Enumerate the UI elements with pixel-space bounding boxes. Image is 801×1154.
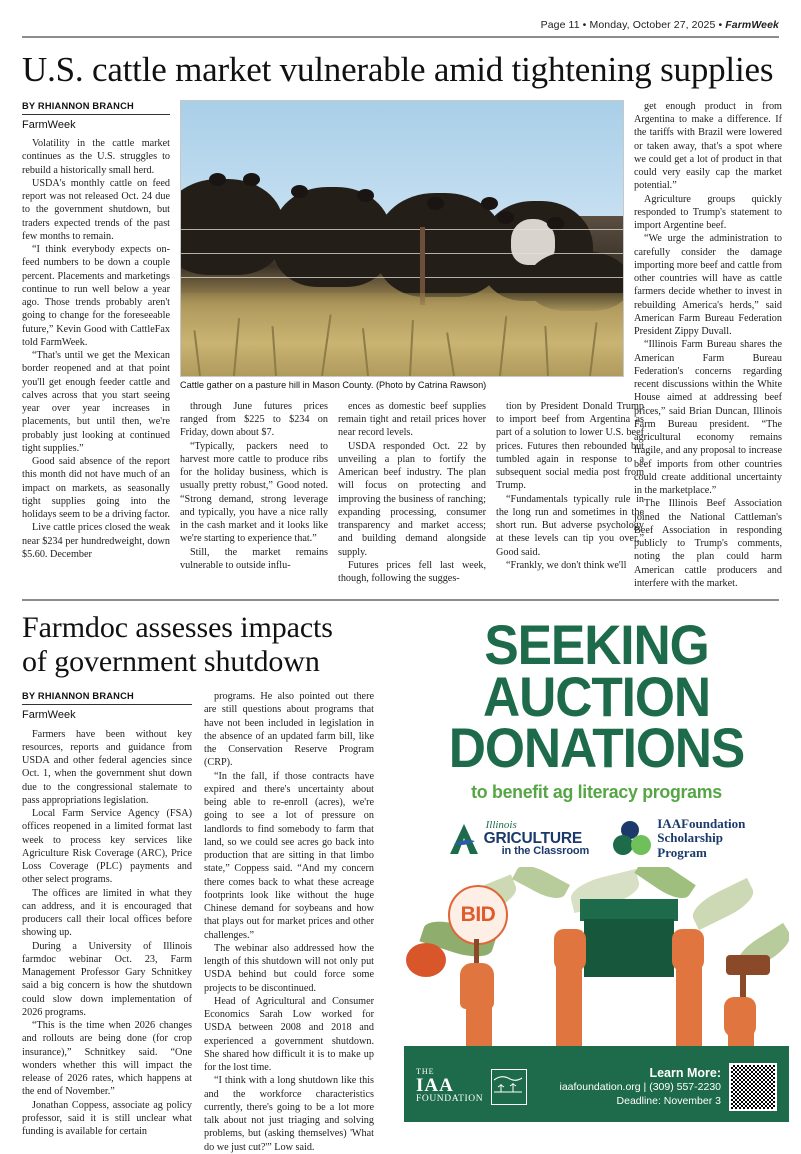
ad-headline-block [404,611,789,803]
article1-publication: FarmWeek [22,118,76,131]
paragraph: “We urge the administration to carefully consider the damage importing more beef and cattle from other countries will have as cattle farmers decide whether to invest in rebuilding America's herds,” said American Farm Bureau Federation President Zippy Duvall. [634,233,782,338]
paragraph: Agriculture groups quickly responded to Trump's statement to import Argentine beef. [634,193,782,232]
paragraph: Good said absence of the report this month did not have much of an impact on markets, as seasonally tight supplies going into the holidays seem to be a driving factor. [22,456,170,521]
bid-paddle-badge: BID [448,885,508,945]
cow-ear [243,173,260,186]
article-farmdoc-shutdown [22,611,779,1154]
iaa-foundation-scholarship-logo [613,817,745,861]
arm [466,1003,492,1052]
paragraph: Futures prices fell last week, though, following the sugges- [338,559,486,585]
paragraph: “I think everybody expects on-feed numbers to be down a couple percent. Placements and marketings continue to run well below a year ago. Those trends probably aren't going to change for the foreseeable future,” Kevin Good with CattleFax told FarmWeek. [22,244,170,348]
iaaf-line3: Program [657,844,707,860]
paragraph: ences as domestic beef supplies remain tight and retail prices hover near record levels. [338,400,486,439]
masthead-brand: FarmWeek [725,19,779,31]
pot-body [584,919,674,977]
article-cattle-market [22,50,782,590]
iaa-foundation-word: FOUNDATION [416,1094,484,1105]
ag-in-the-classroom-logo [448,820,590,858]
fence-wire [181,229,623,230]
iaa-landscape-svg [492,1070,524,1102]
article1-photo-block [180,100,644,590]
paragraph: “Typically, packers need to harvest more cattle to produce ribs for the holiday business, which is usually pretty robust,” Good noted. “Strong demand, strong leverage and typically, you have a nice rally in the cash market and it looks like we're starting to experience that.” [180,440,328,545]
paragraph: “Frankly, we don't think we'll [506,559,627,571]
ad-deadline-line: Deadline: November 3 [616,1094,721,1107]
article2-byline-rule [22,704,192,705]
iaa-foundation-wordmark [416,1068,483,1105]
paragraph: “This is the time when 2026 changes and rollouts are being done (for crop insurance),” Schnitkey said. “One wonders whether this will impact the release of 2026 rates, which happens at the end of November.” [22,1020,192,1098]
article2-publication: FarmWeek [22,709,76,722]
paragraph: through June futures prices ranged from $225 to $234 on Friday, down about $7. [180,400,328,439]
cow-ear [209,173,226,186]
article2-headline-line1: Farmdoc assesses impacts [22,611,333,645]
paragraph: USDA's monthly cattle on feed report was not released Oct. 24 due to the government shutdown, but traders expected trends of the past few months to remain. [22,177,170,242]
cattle-photo [180,100,624,377]
cow-shape [180,179,283,275]
paragraph: The webinar also addressed how the length of this shutdown will not only put USDA behind but could force some projects to be discontinued. [204,942,374,994]
article1-column-2 [180,400,328,586]
paragraph: Live cattle prices closed the weak near $234 per hundredweight, down $5.60. December [22,522,170,560]
aitc-classroom: in the Classroom [501,845,590,858]
article2-column-1 [22,690,192,1154]
paragraph: Jonathan Coppess, associate ag policy professor, said it is still unclear what funding is available for certain [22,1099,192,1138]
ad-headline-line1: SEEKING [484,613,709,677]
paragraph: The Illinois Beef Association joined the National Cattleman's Beef Association in responding publicly to Trump's comments, noting the plan could harm American cattle producers and interfere with the market. [634,498,782,589]
aitc-text-block [484,820,590,858]
paragraph: “Fundamentals typically rule in the long run and sometimes in the short run. But adverse psychology at these levels can tip you over,” Good said. [496,493,644,558]
iaa-the: THE [416,1067,435,1077]
article2-body [22,611,394,1154]
masthead-rule [22,36,779,38]
paragraph: “Illinois Farm Bureau shares the American Farm Bureau Federation's concerns regarding recent discussions within the White House aimed at addressing beef prices,” said Brian Duncan, Illinois Farm Bureau president. “The agricultural economy remains fragile, and any proposal to increase beef imports from other countries could create additional uncertainty in the marketplace.” [634,339,782,497]
paragraph: During a University of Illinois farmdoc webinar Oct. 23, Farm Management Professor Gary Schnitkey said a big concern is how the shutdown could slow down implementation of 2026 programs. [22,940,192,1018]
iaa-foundation-logo [416,1068,527,1105]
leaf-shape [512,867,570,904]
aitc-a-mark-icon [448,822,482,856]
iaaf-text-block [657,817,745,861]
ad-headline-line3: DONATIONS [448,716,745,780]
grass-blade [233,318,240,376]
cow-ear [481,197,498,210]
paragraph: Volatility in the cattle market continues as the U.S. struggles to rebuild a historically small herd. [22,138,170,176]
ad-subheadline: to benefit ag literacy programs [471,780,722,802]
article1-byline: BY RHIANNON BRANCH [22,100,134,111]
paragraph: “I think with a long shutdown like this and the workforce characteristics currently, there's going to be a lot more talk about not just triaging and solving problems, but (asking themselves) 'What do we just cut?'” Low said. [204,1075,374,1153]
iaaf-line1: IAAFoundation [657,815,746,831]
cow-ear [357,189,374,202]
fence-wire [181,253,623,254]
pot-rim [580,899,678,921]
hand-left-holding-pot [554,929,586,971]
grass-blade [193,330,201,376]
article2-column-2 [204,690,374,1154]
photo-caption: Cattle gather on a pasture hill in Mason County. (Photo by Catrina Rawson) [180,379,487,390]
fence-wire [181,277,623,278]
ad-learn-more-label: Learn More: [649,1065,721,1080]
grass-blade [362,328,369,376]
article2-byline: BY RHIANNON BRANCH [22,691,134,702]
paragraph: USDA responded Oct. 22 by unveiling a plan to fortify the American beef industry. The plan will focus on protecting and improving the business of ranching; expanding processing, consumer transparency and market access; and building demand alongside supply. [338,440,486,558]
masthead-separator-1: • [582,19,587,31]
ad-headline-line2: AUCTION [483,664,710,728]
article2-headline [22,611,394,678]
paragraph: Head of Agricultural and Consumer Economics Sarah Low worked for USDA between 2008 and 2018 and experienced a government shutdown. She shared how difficult it is to make up for the lost time. [204,995,374,1074]
qr-code[interactable] [729,1063,777,1111]
article-divider-rule [22,599,779,601]
cow-ear [291,185,308,198]
aitc-agriculture: GRICULTURE [483,829,583,847]
grass-blade [499,316,507,376]
photo-grass [181,293,623,376]
article1-lower-columns [180,400,644,586]
paragraph: “That's until we get the Mexican border reopened and at that point you'll get enough feeder cattle and calves across that you start seeing year over year increases in placements, but until then, we're probably just looking at continued tight supplies.” [22,350,170,454]
article1-column-4 [496,400,644,586]
qr-code-pattern [731,1065,775,1109]
paragraph: Local Farm Service Agency (FSA) offices reopened in a limited format last week to process key services like Agriculture Risk Coverage (ARC), Price Loss Coverage (PLC) payments and other select programs. [22,808,192,886]
ad-logo-row [404,817,789,861]
ad-contact-block [559,1065,729,1109]
paragraph: The offices are limited in what they can address, and it is encouraged that producers call their local offices before showing up. [22,887,192,939]
grass-blade [446,332,455,376]
article1-column-1 [22,100,170,590]
paragraph: Farmers have been without key resources, reports and guidance from USDA and other federal agencies since Oct. 1, when the government shut down due to the congressional stalemate to pass appropriations legislation. [22,728,192,806]
gavel-head [726,955,770,975]
paragraph: “In the fall, if those contracts have expired and there's uncertainty about being able to re-enroll (acres), we're going to see a lot of pressure on landlords to find somebody to farm that land, so we could see acres go back into production that are sitting in that limbo state,” Coppess said. “And my concern there comes back to what these acreage footprints look like without the huge Chinese demand for soybeans and how that plays out for market prices and other challenges.” [204,770,374,941]
iaa-landscape-icon [491,1069,527,1105]
grass-blade [409,320,414,376]
article1-headline: U.S. cattle market vulnerable amid tightening supplies [22,50,774,89]
cow-shape [273,187,391,287]
masthead-date: Monday, October 27, 2025 [589,19,716,31]
advertisement-iaa-foundation[interactable] [404,611,789,1154]
grass-blade [272,326,277,376]
article2-headline-line2: of government shutdown [22,644,320,678]
grass-blade [321,314,332,376]
tomato-shape [406,943,446,977]
book-icon [613,835,633,855]
article1-column-5 [634,100,782,590]
arm [676,967,702,1052]
tree-icon [631,835,651,855]
ad-illustration [404,867,789,1052]
cow-ear [427,197,444,210]
masthead [22,0,779,31]
iaaf-line2: Scholarship [657,830,723,846]
paragraph: get enough product in from Argentina to make a difference. If the tariffs with Brazil were lowered or taken away, that's a spot where we could get a lot of product in that could very easily cap the market potential.” [634,100,782,192]
ad-contact-line[interactable]: iaafoundation.org | (309) 557-2230 [559,1081,721,1094]
masthead-separator-2: • [718,19,723,31]
aitc-illinois: Illinois [485,818,517,831]
iaaf-circle-icons [613,821,653,857]
masthead-page-label: Page 11 [540,19,580,31]
leaf-shape [688,878,759,930]
cow-ear [497,211,514,224]
grass-blade [544,326,549,376]
grass-blade [589,322,598,376]
paragraph: Still, the market remains vulnerable to outside influ- [180,546,328,571]
ad-footer-bar [404,1052,789,1122]
article1-byline-rule [22,114,170,115]
iaa-acronym: IAA [416,1075,454,1097]
hand-right-holding-pot [672,929,704,971]
paragraph: tion by President Donald Trump to import beef from Argentina as part of a solution to lower U.S. beef prices. Futures then rebounded but tumbled again in response to a subsequent social media post from Trump. [496,400,644,492]
paragraph: programs. He also pointed out there are still questions about programs that have not been included in legislation in the absence of an updated farm bill, like the Conservation Reserve Program (CRP). [204,691,374,769]
article1-column-3 [338,400,486,586]
arm [556,967,582,1052]
